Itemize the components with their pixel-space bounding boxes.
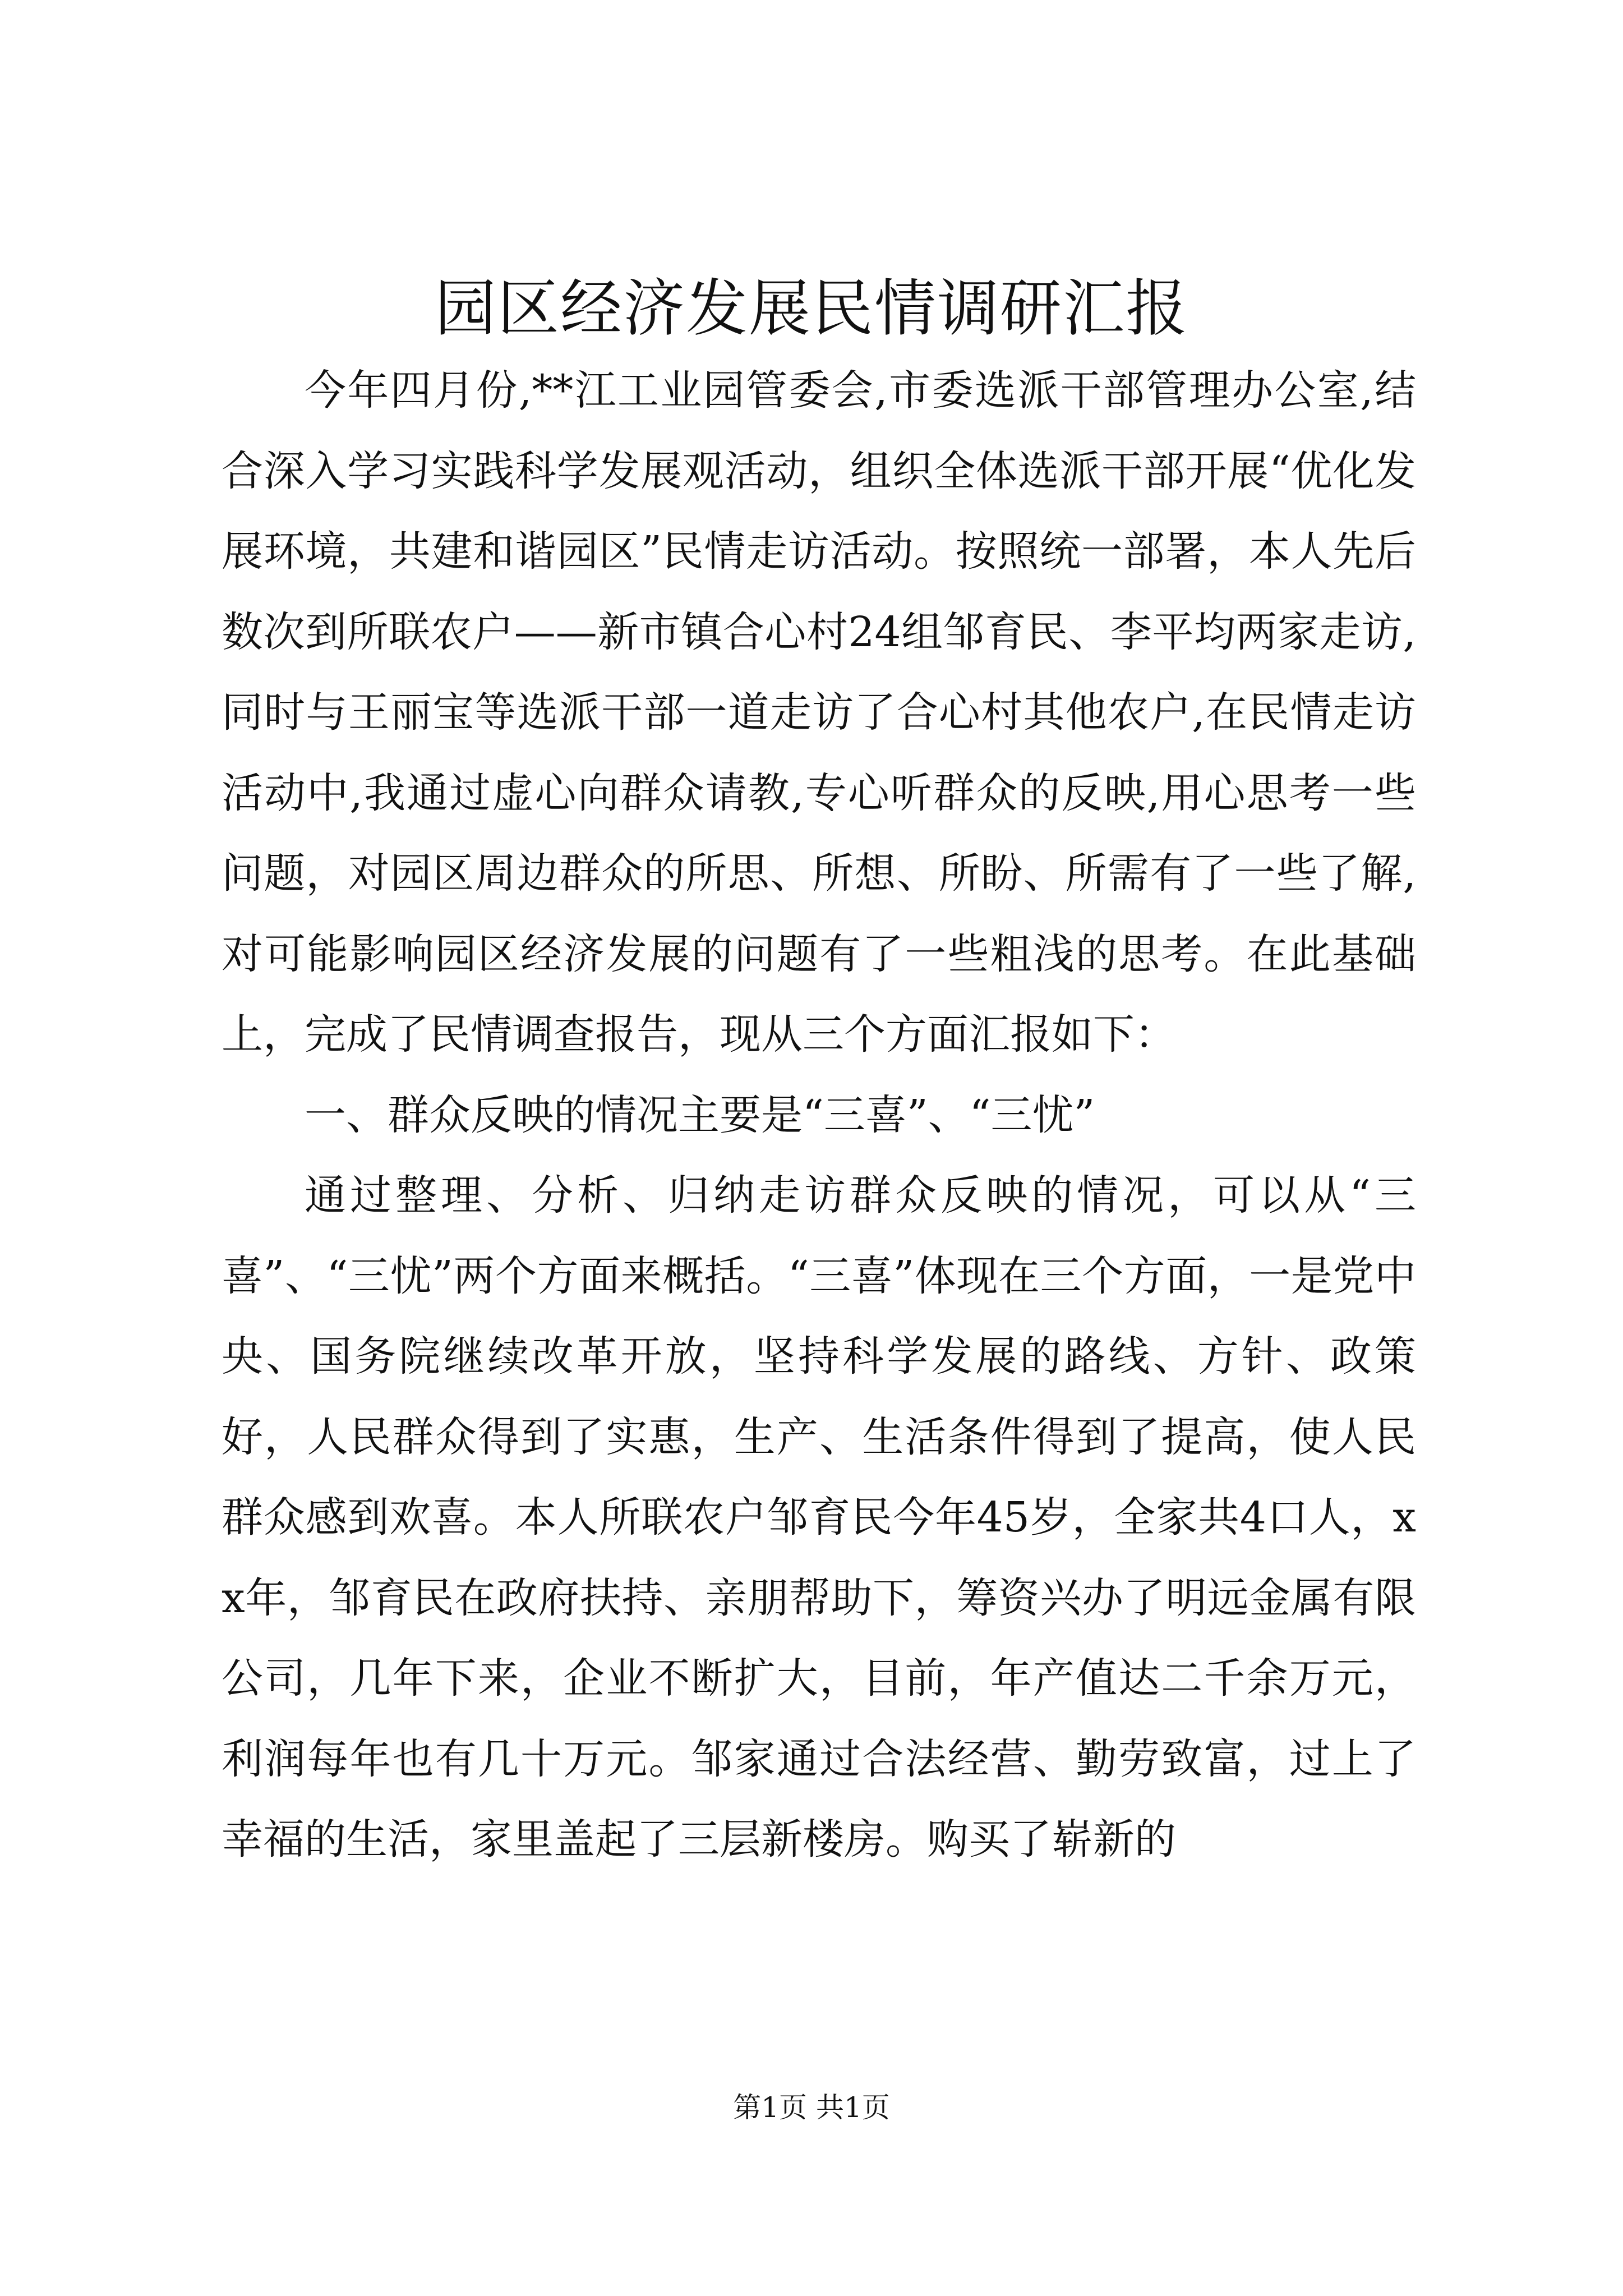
paragraph-intro: 今年四月份,**江工业园管委会,市委选派干部管理办公室,结合深入学习实践科学发展观活动，组织全体选派干部开展“优化发展环境，共建和谐园区”民情走访活动。按照统一部署，本人先后数次到所联农户——新市镇合心村24组邹育民、李平均两家走访,同时与王丽宝等选派干部一道走访了合心村其他农户,在民情走访活动中,我通过虚心向群众请教,专心听群众的反映,用心思考一些问题，对园区周边群众的所思、所想、所盼、所需有了一些了解,对可能影响园区经济发展的问题有了一些粗浅的思考。在此基础上，完成了民情调查报告，现从三个方面汇报如下： [222,366,1416,1059]
paragraph-three-joys: 通过整理、分析、归纳走访群众反映的情况，可以从“三喜”、“三忧”两个方面来概括。“三喜”体现在三个方面，一是党中央、国务院继续改革开放，坚持科学发展的路线、方针、政策好，人民群众得到了实惠，生产、生活条件得到了提高，使人民群众感到欢喜。本人所联农户邹育民今年45岁，全家共4口人，xx年，邹育民在政府扶持、亲朋帮助下，筹资兴办了明远金属有限公司，几年下来，企业不断扩大，目前，年产值达二千余万元，利润每年也有几十万元。邹家通过合法经营、勤劳致富，过上了幸福的生活，家里盖起了三层新楼房。购买了崭新的 [222,1171,1416,1864]
page-footer: 第1页 共1页 [733,2091,890,2124]
document-body [222,351,1416,1880]
section-heading-1: 一、群众反映的情况主要是“三喜”、“三忧” [305,1091,1095,1139]
page-title: 园区经济发展民情调研汇报 [435,273,1188,344]
